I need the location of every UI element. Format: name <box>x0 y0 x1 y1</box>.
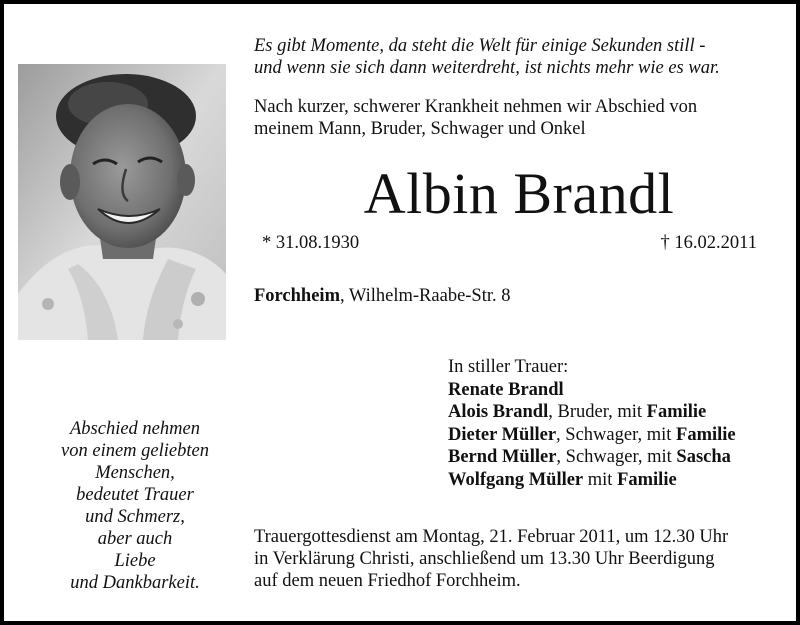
intro-text <box>254 96 784 140</box>
mourner-relation: mit <box>583 469 618 490</box>
mourner-row <box>448 424 736 447</box>
mourner-family: Familie <box>617 469 677 490</box>
mourner-row <box>448 469 736 492</box>
address <box>254 285 511 307</box>
mourner-name: Bernd Müller <box>448 447 557 467</box>
side-quote-line: und Schmerz, <box>85 507 185 527</box>
mourner-family: Sascha <box>676 447 731 467</box>
side-quote-line: bedeutet Trauer <box>76 485 194 505</box>
mourner-name: Dieter Müller <box>448 424 557 445</box>
mourner-row <box>448 446 736 469</box>
side-quote-line: aber auch <box>97 529 173 549</box>
portrait-illustration <box>18 64 226 340</box>
birth-date: * 31.08.1930 <box>262 233 360 253</box>
service-line: Trauergottesdienst am Montag, 21. Februar 2011, um 12.30 Uhr <box>254 527 729 547</box>
side-quote-line: Abschied nehmen <box>70 419 200 439</box>
mourner-relation: , Schwager, mit <box>556 424 677 445</box>
mourner-row <box>448 401 736 424</box>
mourner-row <box>448 379 736 402</box>
address-city: Forchheim <box>254 286 340 306</box>
deceased-name: Albin Brandl <box>363 161 675 226</box>
mourner-name: Wolfgang Müller <box>448 469 584 490</box>
mourner-name: Renate Brandl <box>448 379 564 400</box>
side-quote-line: Menschen, <box>95 463 175 483</box>
side-quote-line: und Dankbarkeit. <box>70 573 200 593</box>
address-street: , Wilhelm-Raabe-Str. 8 <box>339 286 511 306</box>
opening-quote <box>254 35 784 79</box>
mourners-heading: In stiller Trauer: <box>448 357 569 377</box>
mourners-list <box>448 356 736 491</box>
quote-line: Es gibt Momente, da steht die Welt für einige Sekunden still - <box>254 36 706 56</box>
death-date: † 16.02.2011 <box>660 233 757 253</box>
quote-line: und wenn sie sich dann weiterdreht, ist nichts mehr wie es war. <box>254 58 720 78</box>
service-line: in Verklärung Christi, anschließend um 13.30 Uhr Beerdigung <box>254 549 715 569</box>
mourner-relation: , Schwager, mit <box>556 447 677 467</box>
funeral-service-info <box>254 526 784 592</box>
side-quote-line: von einem geliebten <box>61 441 209 461</box>
side-quote-line: Liebe <box>114 551 156 571</box>
service-line: auf dem neuen Friedhof Forchheim. <box>254 571 521 591</box>
intro-line: Nach kurzer, schwerer Krankheit nehmen wir Abschied von <box>254 97 698 117</box>
mourner-relation: , Bruder, mit <box>548 402 647 422</box>
mourner-family: Familie <box>646 402 707 422</box>
portrait-photo <box>18 64 226 340</box>
mourner-family: Familie <box>676 424 736 445</box>
side-quote <box>30 418 240 594</box>
intro-line: meinem Mann, Bruder, Schwager und Onkel <box>254 119 586 139</box>
mourner-name: Alois Brandl <box>448 402 549 422</box>
